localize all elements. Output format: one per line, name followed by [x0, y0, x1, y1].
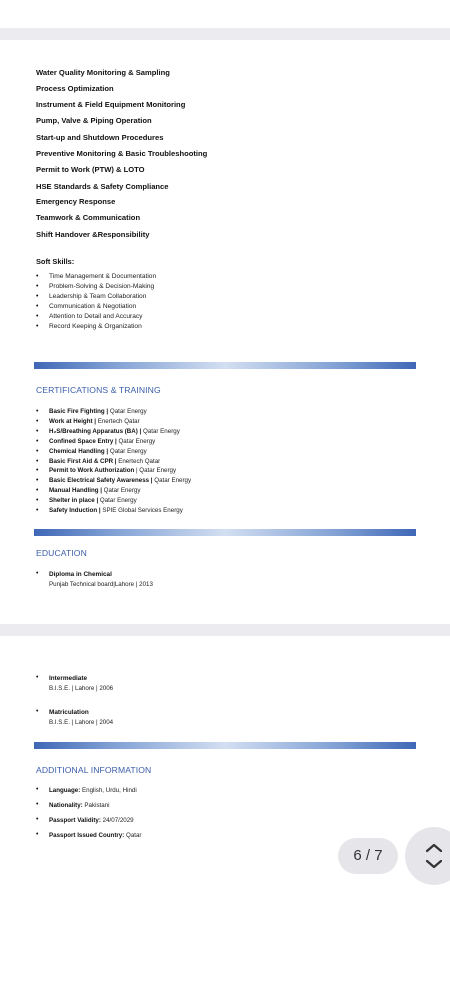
list-item: • Basic First Aid & CPR | Enertech Qatar	[36, 457, 191, 467]
list-item: • Chemical Handling | Qatar Energy	[36, 447, 191, 457]
page-indicator: 6 / 7	[338, 838, 398, 874]
degree: Diploma in Chemical	[49, 571, 112, 578]
skill-item: Permit to Work (PTW) & LOTO	[36, 165, 145, 174]
institution: B.I.S.E. | Lahore | 2006	[49, 685, 114, 692]
degree: Intermediate	[49, 675, 88, 682]
education-heading: EDUCATION	[36, 548, 87, 558]
bullet-icon: •	[36, 786, 39, 793]
document-page-6b	[0, 636, 450, 1000]
list-item: • Time Management & Documentation	[36, 272, 156, 282]
section-divider-bar	[34, 362, 416, 369]
page-separator	[0, 28, 450, 40]
list-item: • Leadership & Team Collaboration	[36, 292, 156, 302]
bullet-icon: •	[36, 708, 39, 715]
document-page-6a	[0, 40, 450, 624]
bullet-icon: •	[36, 801, 39, 808]
education-item	[36, 674, 113, 695]
list-item: • Basic Fire Fighting | Qatar Energy	[36, 407, 191, 417]
section-divider-bar	[34, 529, 416, 536]
info-item: • Passport Validity: 24/07/2029	[36, 816, 134, 824]
list-item: • Attention to Detail and Accuracy	[36, 312, 156, 322]
skill-item: Preventive Monitoring & Basic Troubleshooting	[36, 149, 208, 158]
skill-item: Emergency Response	[36, 197, 116, 206]
certifications-heading: CERTIFICATIONS & TRAINING	[36, 385, 161, 395]
bullet-icon: •	[36, 816, 39, 823]
bullet-icon: •	[36, 674, 39, 681]
soft-skills-list	[36, 272, 156, 332]
chevron-up-down-icon[interactable]	[425, 842, 443, 870]
skill-item: Instrument & Field Equipment Monitoring	[36, 100, 186, 109]
institution: B.I.S.E. | Lahore | 2004	[49, 719, 114, 726]
education-item	[36, 708, 113, 729]
list-item: • Communication & Negotiation	[36, 302, 156, 312]
skill-item: Shift Handover &Responsibility	[36, 230, 150, 239]
info-item: • Nationality: Pakistani	[36, 801, 110, 809]
list-item: • H₂S/Breathing Apparatus (BA) | Qatar Energy	[36, 427, 191, 437]
previous-page-edge	[0, 0, 450, 28]
list-item: • Confined Space Entry | Qatar Energy	[36, 437, 191, 447]
institution: Punjab Technical board|Lahore | 2013	[49, 581, 153, 588]
info-item: • Language: English, Urdu, Hindi	[36, 786, 137, 794]
list-item: • Work at Height | Enertech Qatar	[36, 417, 191, 427]
list-item: • Safety Induction | SPIE Global Services Energy	[36, 506, 191, 516]
skill-item: Water Quality Monitoring & Sampling	[36, 68, 170, 77]
education-item	[36, 570, 153, 591]
additional-info-heading: ADDITIONAL INFORMATION	[36, 765, 152, 775]
list-item: • Shelter in place | Qatar Energy	[36, 496, 191, 506]
bullet-icon: •	[36, 831, 39, 838]
list-item: • Manual Handling | Qatar Energy	[36, 486, 191, 496]
list-item: • Record Keeping & Organization	[36, 322, 156, 332]
skill-item: Process Optimization	[36, 84, 114, 93]
skill-item: Start-up and Shutdown Procedures	[36, 133, 164, 142]
skill-item: Pump, Valve & Piping Operation	[36, 116, 152, 125]
list-item: • Basic Electrical Safety Awareness | Qatar Energy	[36, 476, 191, 486]
list-item: • Problem-Solving & Decision-Making	[36, 282, 156, 292]
certifications-list	[36, 407, 191, 516]
list-item: • Permit to Work Authorization | Qatar Energy	[36, 466, 191, 476]
section-divider-bar	[34, 742, 416, 749]
soft-skills-title: Soft Skills:	[36, 257, 75, 266]
bullet-icon: •	[36, 570, 39, 577]
skill-item: Teamwork & Communication	[36, 213, 141, 222]
info-item: • Passport Issued Country: Qatar	[36, 831, 142, 839]
degree: Matriculation	[49, 709, 89, 716]
skill-item: HSE Standards & Safety Compliance	[36, 182, 169, 191]
